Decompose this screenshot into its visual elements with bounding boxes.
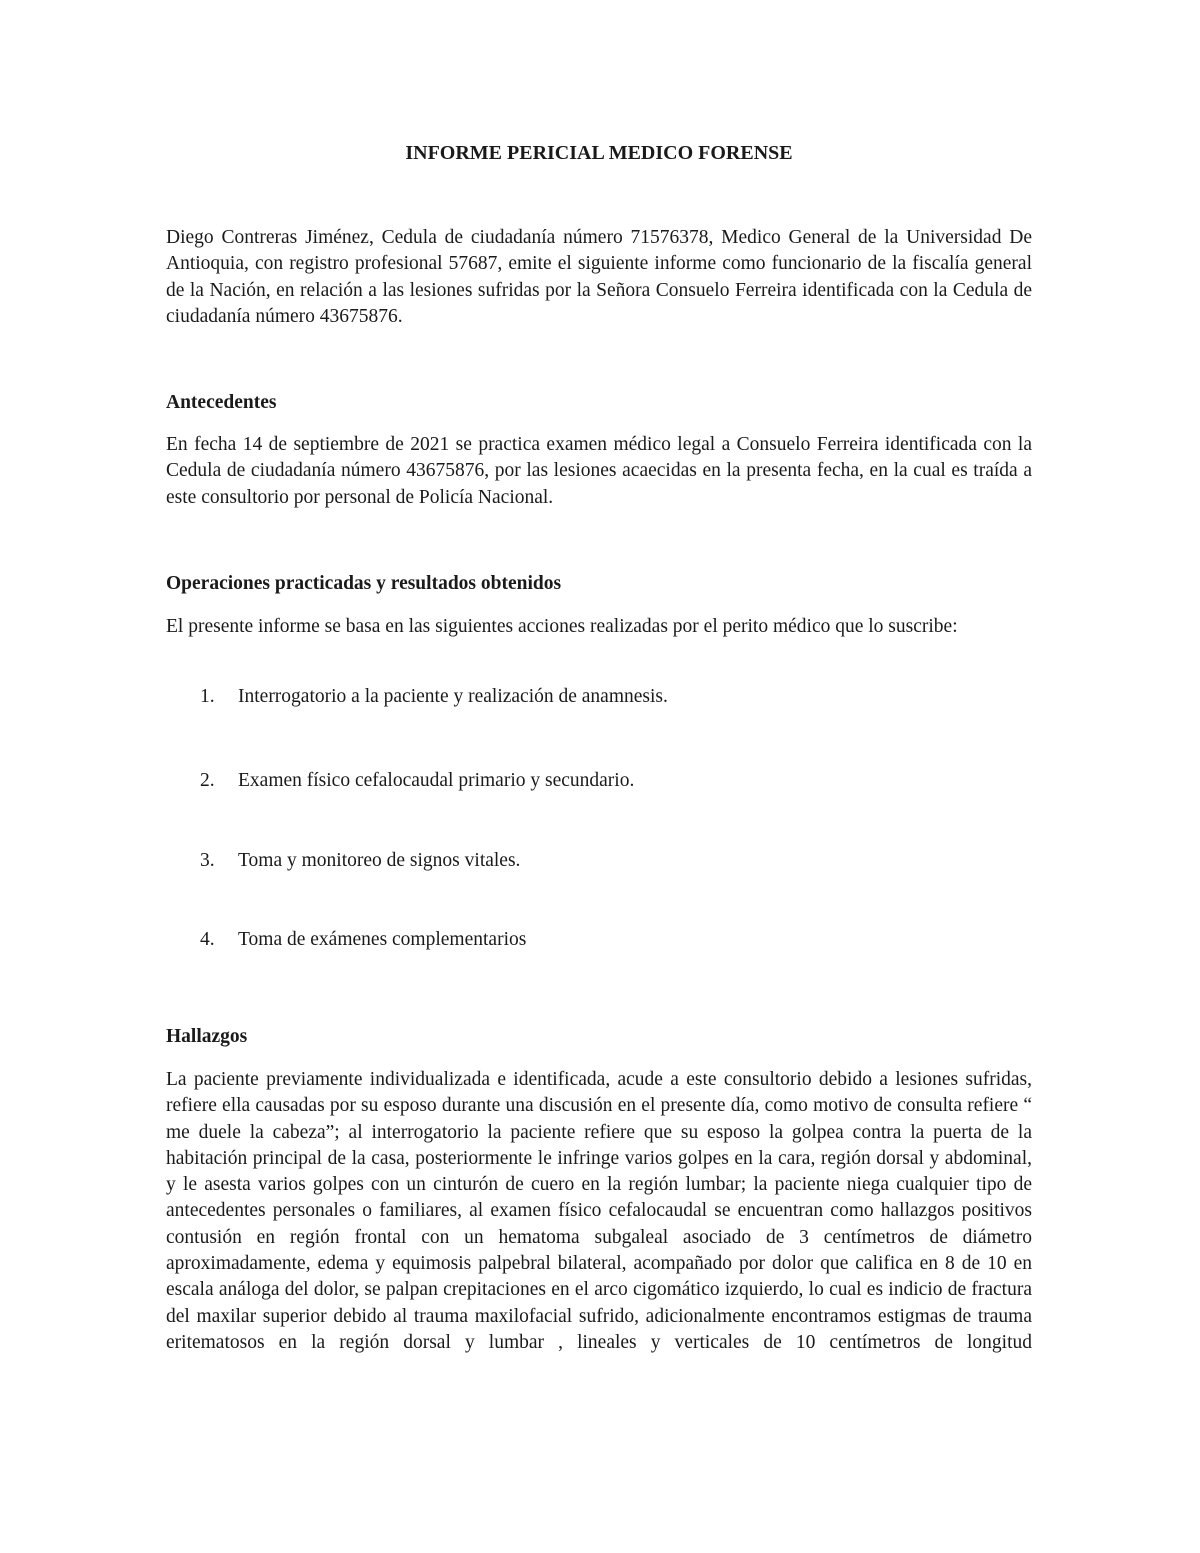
operaciones-heading: Operaciones practicadas y resultados obtenidos <box>166 573 562 594</box>
hallazgos-paragraph: La paciente previamente individualizada e identificada, acude a este consultorio debido a lesiones sufridas, refiere ella causadas por su esposo durante una discusión en el presente día, como motivo de consulta refiere “ me duele la cabeza”; al interrogatorio la paciente refiere que su esposo la golpea contra la puerta de la habitación principal de la casa, posteriormente le infringe varios golpes en la cara, región dorsal y abdominal, y le asesta varios golpes con un cinturón de cuero en la región lumbar; la paciente niega cualquier tipo de antecedentes personales o familiares, al examen físico cefalocaudal se encuentran como hallazgos positivos contusión en región frontal con un hematoma subgaleal asociado de 3 centímetros de diámetro aproximadamente, edema y equimosis palpebral bilateral, acompañado por dolor que califica en 8 de 10 en escala análoga del dolor, se palpan crepitaciones en el arco cigomático izquierdo, lo cual es indicio de fractura del maxilar superior debido al trauma maxilofacial sufrido, adicionalmente encontramos estigmas de trauma eritematosos en la región dorsal y lumbar , lineales y verticales de 10 centímetros de longitud <box>166 1069 1032 1353</box>
antecedentes-heading: Antecedentes <box>166 392 277 413</box>
list-item-text: Interrogatorio a la paciente y realización de anamnesis. <box>238 686 668 707</box>
list-item <box>200 768 634 794</box>
list-item <box>200 684 668 710</box>
list-item-number: 1. <box>200 686 215 707</box>
list-item-text: Toma de exámenes complementarios <box>238 929 527 950</box>
hallazgos-heading: Hallazgos <box>166 1026 248 1047</box>
list-item-text: Examen físico cefalocaudal primario y secundario. <box>238 770 635 791</box>
list-item <box>200 927 526 953</box>
document-title: INFORME PERICIAL MEDICO FORENSE <box>405 142 793 164</box>
list-item-number: 3. <box>200 850 215 871</box>
list-item <box>200 848 520 874</box>
list-item-number: 4. <box>200 929 215 950</box>
operaciones-paragraph: El presente informe se basa en las siguientes acciones realizadas por el perito médico que lo suscribe: <box>166 616 958 637</box>
intro-paragraph: Diego Contreras Jiménez, Cedula de ciudadanía número 71576378, Medico General de la Universidad De Antioquia, con registro profesional 57687, emite el siguiente informe como funcionario de la fiscalía general de la Nación, en relación a las lesiones sufridas por la Señora Consuelo Ferreira identificada con la Cedula de ciudadanía número 43675876. <box>166 227 1032 327</box>
list-item-text: Toma y monitoreo de signos vitales. <box>238 850 521 871</box>
list-item-number: 2. <box>200 770 215 791</box>
antecedentes-paragraph: En fecha 14 de septiembre de 2021 se practica examen médico legal a Consuelo Ferreira identificada con la Cedula de ciudadanía número 43675876, por las lesiones acaecidas en la presenta fecha, en la cual es traída a este consultorio por personal de Policía Nacional. <box>166 434 1032 508</box>
